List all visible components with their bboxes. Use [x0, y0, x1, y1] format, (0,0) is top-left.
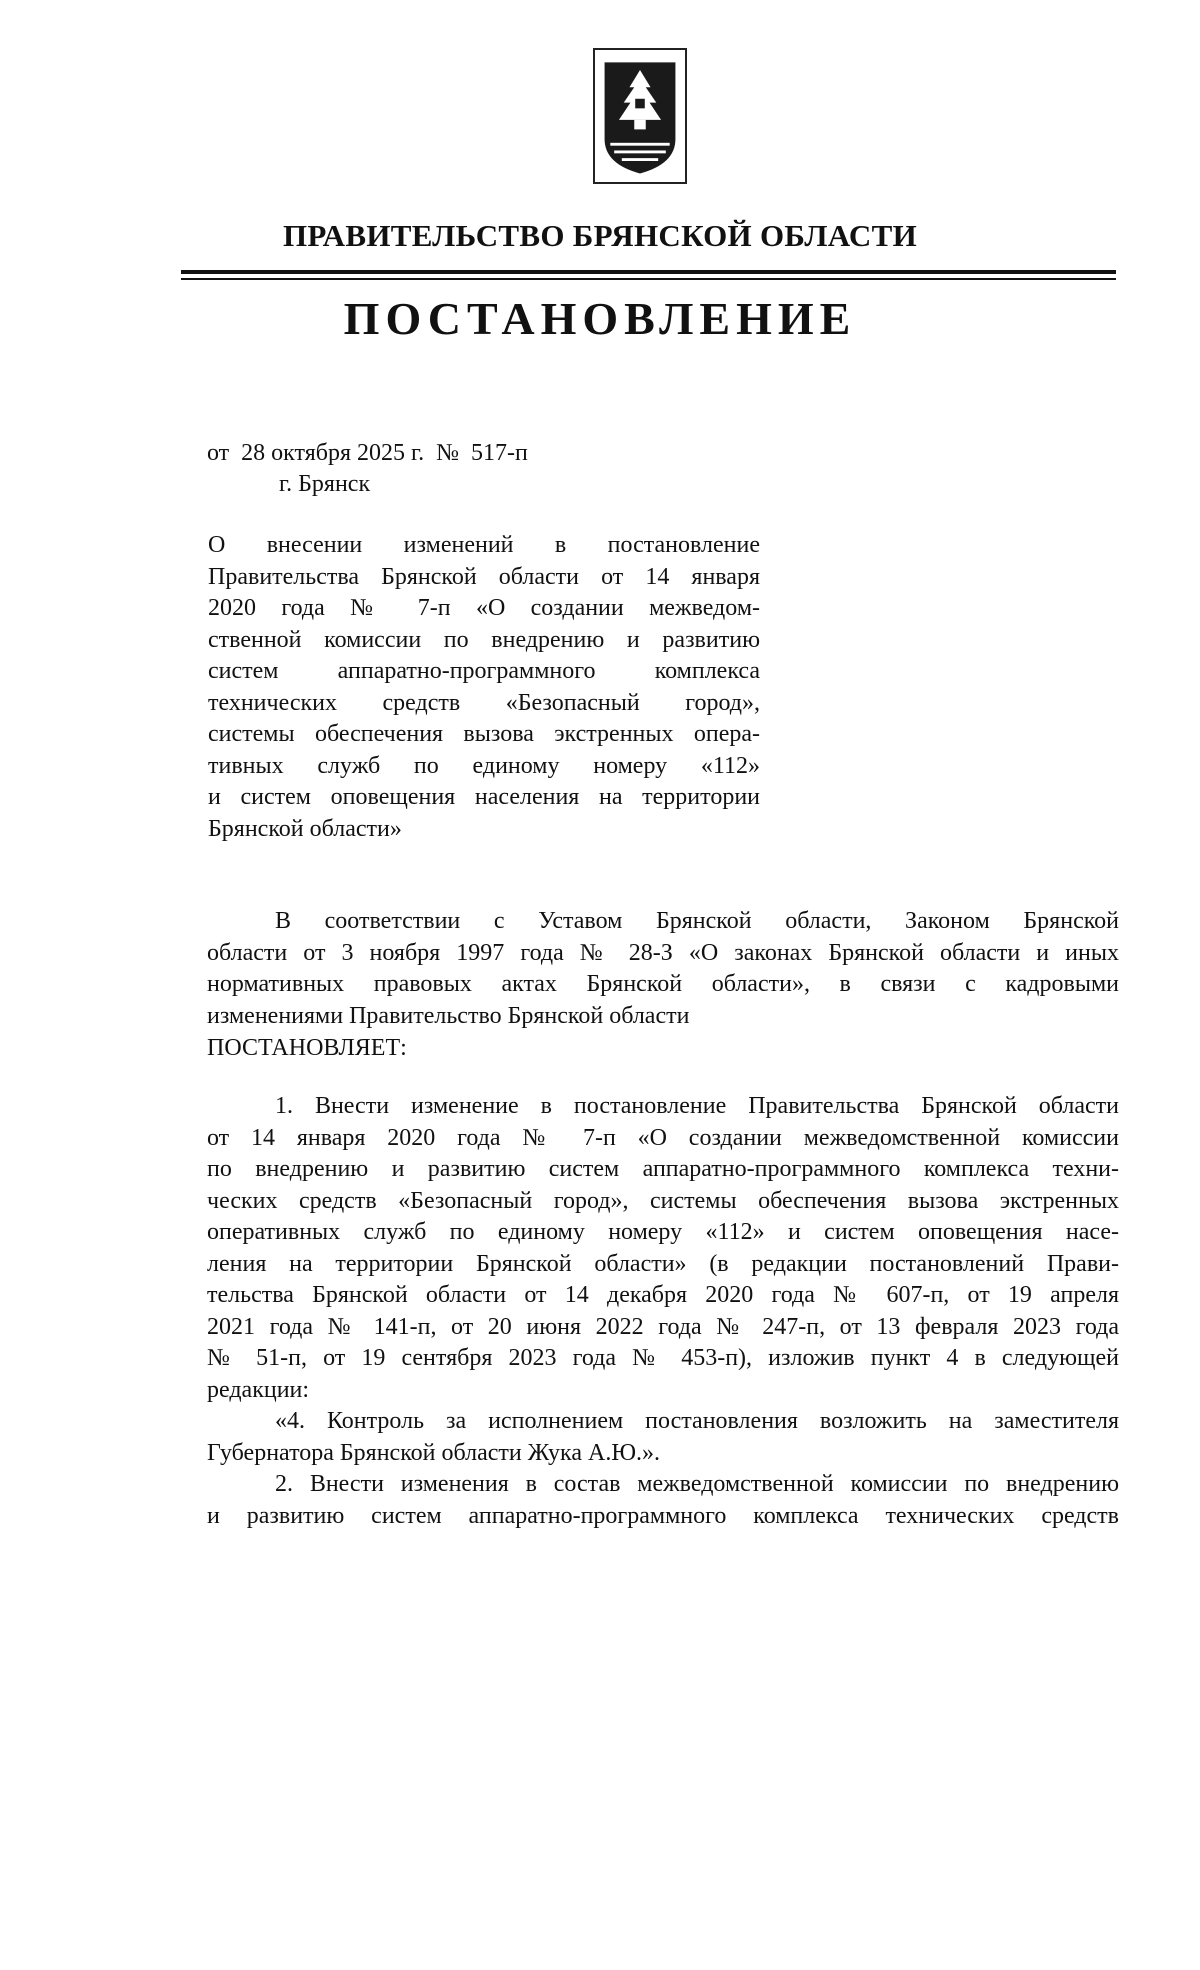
preamble-line: области от 3 ноября 1997 года № 28-З «О законах Брянской области и иных — [207, 939, 1119, 966]
document-date-number: от 28 октября 2025 г. № 517-п — [207, 440, 528, 466]
decree-word — [207, 1033, 1119, 1065]
item-1-line: ческих средств «Безопасный город», системы обеспечения вызова экстренных — [207, 1187, 1119, 1214]
subject-line: ственной комиссии по внедрению и развитию — [208, 626, 760, 653]
document-subject — [208, 530, 760, 845]
subject-line: 2020 года № 7-п «О создании межведом- — [208, 595, 760, 621]
quote-line: «4. Контроль за исполнением постановления возложить на заместителя — [275, 1408, 1119, 1434]
item-2-line: 2. Внести изменения в состав межведомственной комиссии по внедрению — [275, 1471, 1119, 1497]
quote-line: Губернатора Брянской области Жука А.Ю.». — [207, 1439, 660, 1466]
preamble-paragraph — [207, 906, 1119, 1032]
item-1-line: от 14 января 2020 года № 7-п «О создании межведомственной комиссии — [207, 1124, 1119, 1151]
header-rule-thin — [181, 278, 1116, 280]
item-2-line: и развитию систем аппаратно-программного комплекса технических средств — [207, 1502, 1119, 1529]
item-1-line: 1. Внести изменение в постановление Правительства Брянской области — [275, 1093, 1119, 1119]
subject-line: систем аппаратно-программного комплекса — [208, 658, 760, 684]
decree-line: ПОСТАНОВЛЯЕТ: — [207, 1035, 407, 1061]
government-title: ПРАВИТЕЛЬСТВО БРЯНСКОЙ ОБЛАСТИ — [282, 218, 918, 253]
item-1-line: № 51-п, от 19 сентября 2023 года № 453-п), изложив пункт 4 в следующей — [207, 1345, 1119, 1371]
item-1-line: 2021 года № 141-п, от 20 июня 2022 года № 247-п, от 13 февраля 2023 года — [207, 1313, 1119, 1340]
subject-line: Правительства Брянской области от 14 января — [208, 563, 760, 590]
bryansk-coat-of-arms-emblem — [593, 48, 687, 184]
header-rule-thick — [181, 270, 1116, 274]
preamble-line: изменениями Правительство Брянской области — [207, 1002, 690, 1029]
subject-line: Брянской области» — [208, 815, 402, 842]
document-city: г. Брянск — [279, 471, 371, 497]
subject-line: О внесении изменений в постановление — [208, 532, 760, 558]
subject-line: технических средств «Безопасный город», — [208, 689, 760, 716]
item-1-line: тельства Брянской области от 14 декабря 2020 года № 607-п, от 19 апреля — [207, 1282, 1119, 1308]
item-1-line: ления на территории Брянской области» (в редакции постановлений Прави- — [207, 1250, 1119, 1277]
item-1-line: оперативных служб по единому номеру «112» и систем оповещения насе- — [207, 1219, 1119, 1245]
decree-items — [207, 1091, 1119, 1532]
document-type-title: ПОСТАНОВЛЕНИЕ — [343, 293, 857, 344]
preamble-line: нормативных правовых актах Брянской области», в связи с кадровыми — [207, 971, 1119, 997]
item-1-line: по внедрению и развитию систем аппаратно-программного комплекса техни- — [207, 1156, 1119, 1182]
subject-line: тивных служб по единому номеру «112» — [208, 752, 760, 779]
subject-line: системы обеспечения вызова экстренных опера- — [208, 721, 760, 747]
item-1-line: редакции: — [207, 1376, 310, 1403]
preamble-line: В соответствии с Уставом Брянской области, Законом Брянской — [275, 908, 1119, 934]
subject-line: и систем оповещения населения на территории — [208, 784, 760, 810]
